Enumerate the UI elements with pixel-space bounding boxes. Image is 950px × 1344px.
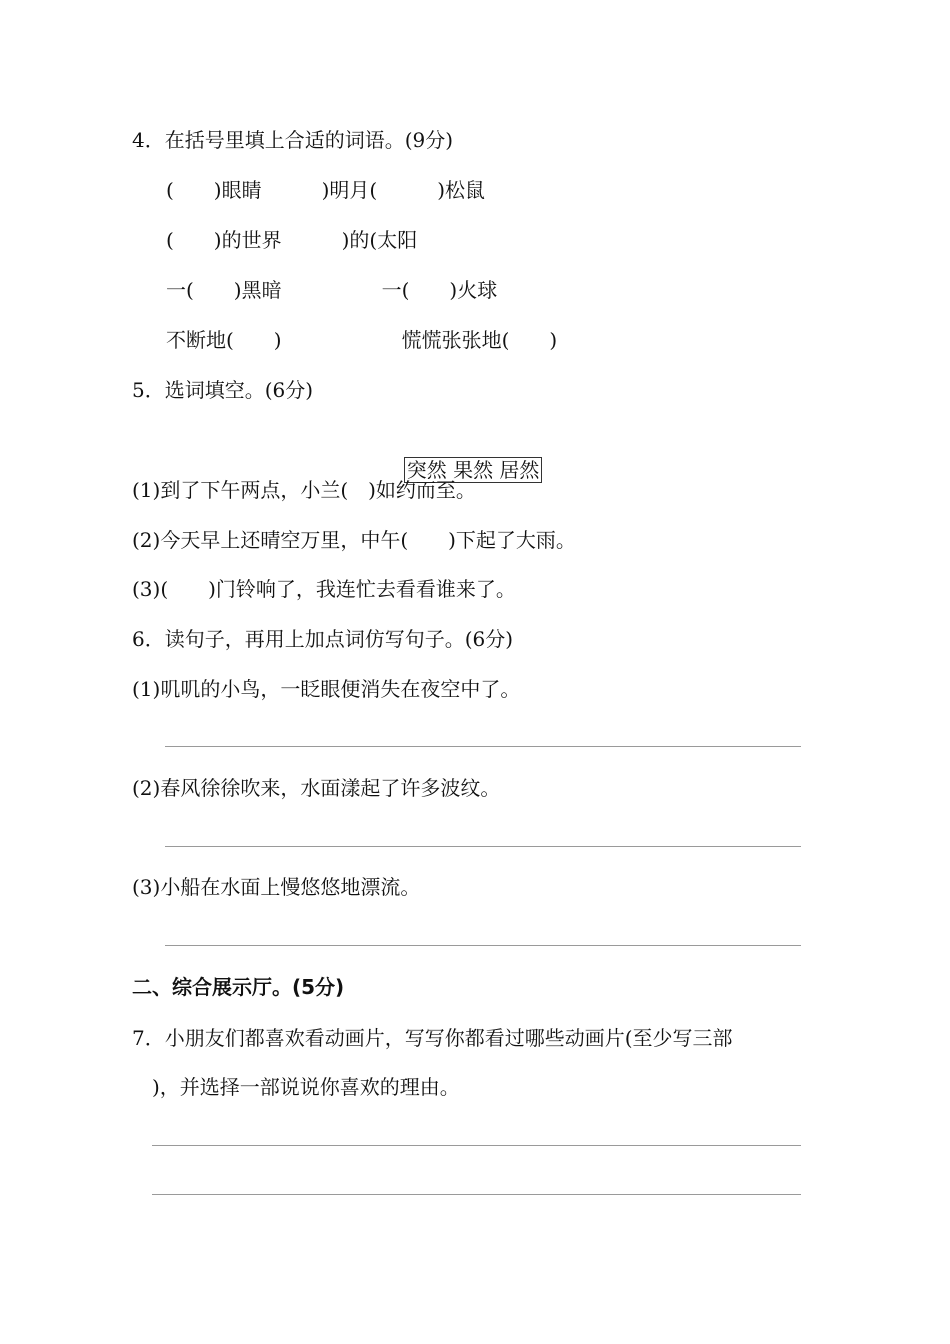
- q6-item-3: (3)小船在水面上慢悠悠地漂流。: [132, 875, 421, 899]
- q5-item-2: (2)今天早上还晴空万里，中午( )下起了大雨。: [132, 528, 576, 552]
- q5-word-box-text: 突然 果然 居然: [404, 457, 543, 483]
- answer-line[interactable]: [165, 746, 801, 747]
- q4-title: 4．在括号里填上合适的词语。(9分): [132, 128, 454, 152]
- q4-row1: ( )眼睛 )明月( )松鼠: [166, 178, 486, 202]
- q6-item-2: (2)春风徐徐吹来，水面漾起了许多波纹。: [132, 776, 501, 800]
- q7-line-2: )，并选择一部说说你喜欢的理由。: [152, 1075, 460, 1099]
- q5-title: 5．选词填空。(6分): [132, 378, 314, 402]
- q4-row3: 一( )黑暗 一( )火球: [166, 278, 498, 302]
- q5-item-1: (1)到了下午两点，小兰( )如约而至。: [132, 478, 476, 502]
- answer-line[interactable]: [152, 1145, 801, 1146]
- answer-line[interactable]: [165, 846, 801, 847]
- q5-item-3: (3)( )门铃响了，我连忙去看看谁来了。: [132, 577, 516, 601]
- q6-title: 6．读句子，再用上加点词仿写句子。(6分): [132, 627, 514, 651]
- section-2-title: 二、综合展示厅。(5分): [132, 975, 345, 999]
- q7-line-1: 7．小朋友们都喜欢看动画片，写写你都看过哪些动画片(至少写三部: [132, 1026, 733, 1050]
- answer-line[interactable]: [152, 1194, 801, 1195]
- q6-item-1: (1)叽叽的小鸟，一眨眼便消失在夜空中了。: [132, 677, 521, 701]
- q4-row4: 不断地( ) 慌慌张张地( ): [166, 328, 558, 352]
- q4-row2: ( )的世界 )的(太阳: [166, 228, 418, 252]
- answer-line[interactable]: [165, 945, 801, 946]
